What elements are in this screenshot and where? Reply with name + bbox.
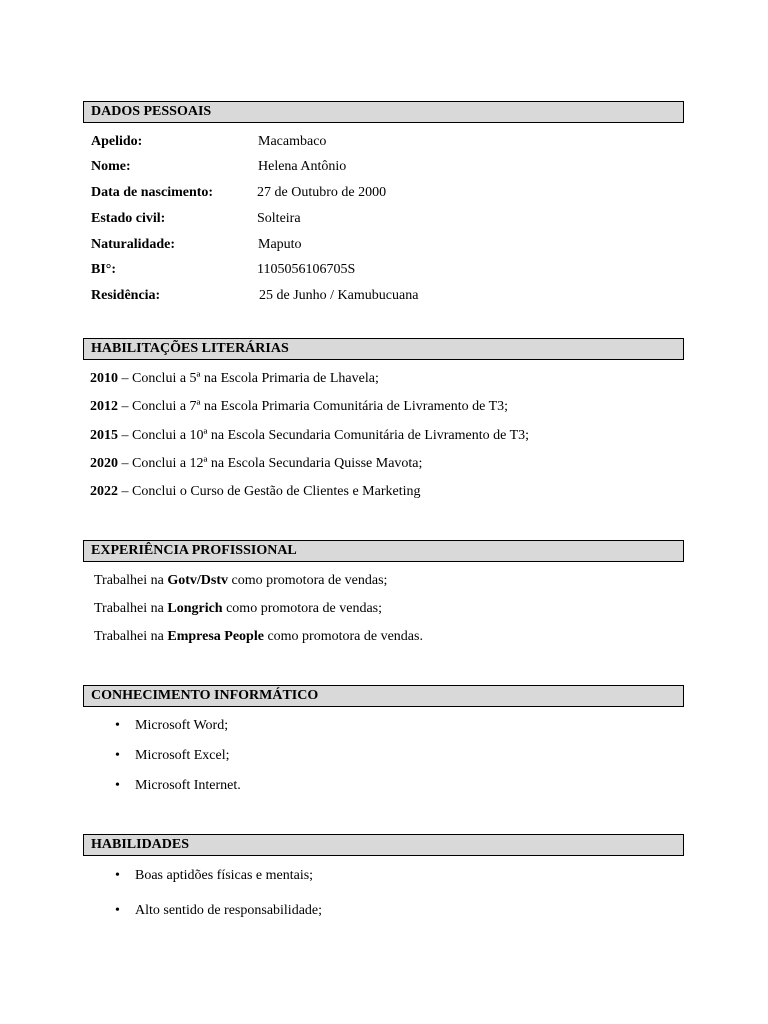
- bullet-icon: •: [115, 778, 120, 793]
- skill-item: Alto sentido de responsabilidade;: [135, 903, 323, 918]
- field-label: Estado civil:: [91, 211, 166, 226]
- section-header-experience: EXPERIÊNCIA PROFISSIONAL: [83, 540, 684, 562]
- experience-text: como promotora de vendas;: [228, 573, 388, 588]
- personal-row-residencia: [91, 288, 418, 304]
- computer-skill: Microsoft Excel;: [135, 748, 230, 763]
- bullet-icon: •: [115, 903, 120, 918]
- education-text: – Conclui a 12ª na Escola Secundaria Quisse Mavota;: [118, 456, 423, 471]
- education-text: – Conclui o Curso de Gestão de Clientes e Marketing: [118, 484, 421, 499]
- experience-company: Gotv/Dstv: [167, 573, 229, 588]
- bullet-icon: •: [115, 748, 120, 763]
- field-label: Residência:: [91, 288, 161, 303]
- section-header-computer: CONHECIMENTO INFORMÁTICO: [83, 685, 684, 707]
- experience-text: como promotora de vendas;: [222, 601, 382, 616]
- education-text: – Conclui a 7ª na Escola Primaria Comunitária de Livramento de T3;: [118, 399, 509, 414]
- field-value: Helena Antônio: [258, 159, 347, 174]
- computer-skill: Microsoft Internet.: [135, 778, 241, 793]
- personal-row-estado-civil: [91, 211, 301, 227]
- education-item: [90, 399, 508, 415]
- education-year: 2020: [90, 456, 118, 471]
- skill-item: Boas aptidões físicas e mentais;: [135, 868, 314, 883]
- experience-text: como promotora de vendas.: [263, 629, 423, 644]
- experience-text: Trabalhei na: [94, 629, 168, 644]
- section-header-personal: DADOS PESSOAIS: [83, 101, 684, 123]
- personal-row-nome: [91, 159, 346, 175]
- computer-skill: Microsoft Word;: [135, 718, 229, 733]
- list-item: [115, 748, 229, 764]
- experience-company: Longrich: [167, 601, 223, 616]
- bullet-icon: •: [115, 718, 120, 733]
- experience-text: Trabalhei na: [94, 601, 168, 616]
- education-text: – Conclui a 5ª na Escola Primaria de Lhavela;: [118, 371, 379, 386]
- field-value: 1105056106705S: [257, 262, 356, 277]
- field-value: Maputo: [258, 237, 302, 252]
- list-item: [115, 778, 241, 794]
- field-label: Naturalidade:: [91, 237, 175, 252]
- personal-row-data-nascimento: [91, 185, 386, 201]
- section-header-skills: HABILIDADES: [83, 834, 684, 856]
- experience-item: [94, 629, 423, 645]
- education-year: 2012: [90, 399, 118, 414]
- section-header-education: HABILITAÇÕES LITERÁRIAS: [83, 338, 684, 360]
- list-item: [115, 718, 228, 734]
- experience-text: Trabalhei na: [94, 573, 168, 588]
- education-item: [90, 428, 529, 444]
- education-item: [90, 456, 422, 472]
- field-value: Solteira: [257, 211, 301, 226]
- field-value: 27 de Outubro de 2000: [257, 185, 387, 200]
- education-item: [90, 371, 379, 387]
- field-label: Apelido:: [91, 134, 143, 149]
- personal-row-bi: [91, 262, 355, 278]
- personal-row-apelido: [91, 134, 326, 150]
- personal-row-naturalidade: [91, 237, 302, 253]
- field-value: Macambaco: [258, 134, 327, 149]
- education-year: 2015: [90, 428, 118, 443]
- bullet-icon: •: [115, 868, 120, 883]
- education-text: – Conclui a 10ª na Escola Secundaria Comunitária de Livramento de T3;: [118, 428, 530, 443]
- experience-company: Empresa People: [167, 629, 264, 644]
- education-year: 2010: [90, 371, 118, 386]
- experience-item: [94, 601, 382, 617]
- experience-item: [94, 573, 387, 589]
- field-label: BI°:: [91, 262, 117, 277]
- field-value: 25 de Junho / Kamubucuana: [259, 288, 419, 303]
- education-year: 2022: [90, 484, 118, 499]
- field-label: Data de nascimento:: [91, 185, 214, 200]
- education-item: [90, 484, 421, 500]
- list-item: [115, 903, 322, 919]
- field-label: Nome:: [91, 159, 131, 174]
- list-item: [115, 868, 313, 884]
